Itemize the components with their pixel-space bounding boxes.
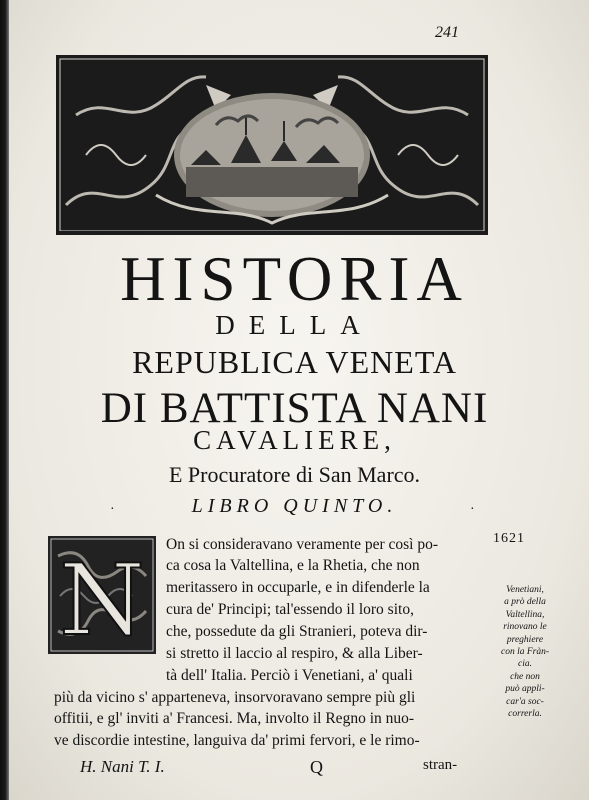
margin-note-line: rinovano le <box>503 622 547 633</box>
quire-mark: Q <box>310 757 323 777</box>
margin-note-line: Valtellina, <box>505 609 545 620</box>
margin-note-line: correrla. <box>508 709 542 720</box>
decorated-initial-N <box>48 536 156 654</box>
title-historia: HISTORIA <box>120 244 469 314</box>
book-heading: LIBRO QUINTO. <box>191 495 398 517</box>
margin-note-line: con la Fràn- <box>500 647 550 658</box>
margin-year: 1621 <box>493 531 525 546</box>
body-line: ve discordie intestine, languiva da' primi fervori, e le rimo- <box>54 732 420 749</box>
title-author: DI BATTISTA NANI <box>100 385 489 432</box>
margin-note-line: car'a soc- <box>506 696 544 707</box>
body-line: cura de' Principi; tal'essendo il loro sito, <box>166 601 414 618</box>
page-number: 241 <box>435 24 459 41</box>
margin-note-line: Venetiani, <box>506 585 544 595</box>
margin-note-line: che non <box>510 671 540 682</box>
body-line: offitii, e gl' inviti a' Francesi. Ma, involto il Regno in nuo- <box>54 710 415 727</box>
title-cavaliere: CAVALIERE, <box>193 425 396 455</box>
ornament-dot: · <box>110 502 115 517</box>
margin-note <box>485 584 565 720</box>
signature-mark: H. Nani T. I. <box>80 757 165 776</box>
body-line: meritassero in occuparle, e in difenderle la <box>166 579 430 596</box>
title-republica: REPUBLICA VENETA <box>132 344 457 380</box>
body-line: On si consideravano veramente per così po- <box>166 536 439 553</box>
catchword: stran- <box>423 757 458 773</box>
title-della: DELLA <box>215 310 374 340</box>
body-line: ca cosa la Valtellina, e la Rhetia, che non <box>166 557 420 574</box>
margin-note-line: a prò della <box>504 597 546 608</box>
engraved-headpiece <box>56 55 488 235</box>
body-line: si stretto il laccio al respiro, & alla Liber- <box>166 645 423 662</box>
margin-note-line: può appli- <box>505 684 545 695</box>
margin-note-line: cia. <box>518 659 532 670</box>
body-line: più da vicino s' apparteneva, insorvoravano sempre più gli <box>54 689 416 706</box>
ornament-dot: · <box>470 502 475 517</box>
svg-text:N: N <box>59 544 145 654</box>
body-line: tà dell' Italia. Perciò i Venetiani, a' quali <box>166 667 413 684</box>
title-procuratore: E Procuratore di San Marco. <box>168 462 421 487</box>
body-line: che, possedute da gli Stranieri, poteva dir- <box>166 623 428 640</box>
margin-note-line: preghiere <box>506 634 544 645</box>
